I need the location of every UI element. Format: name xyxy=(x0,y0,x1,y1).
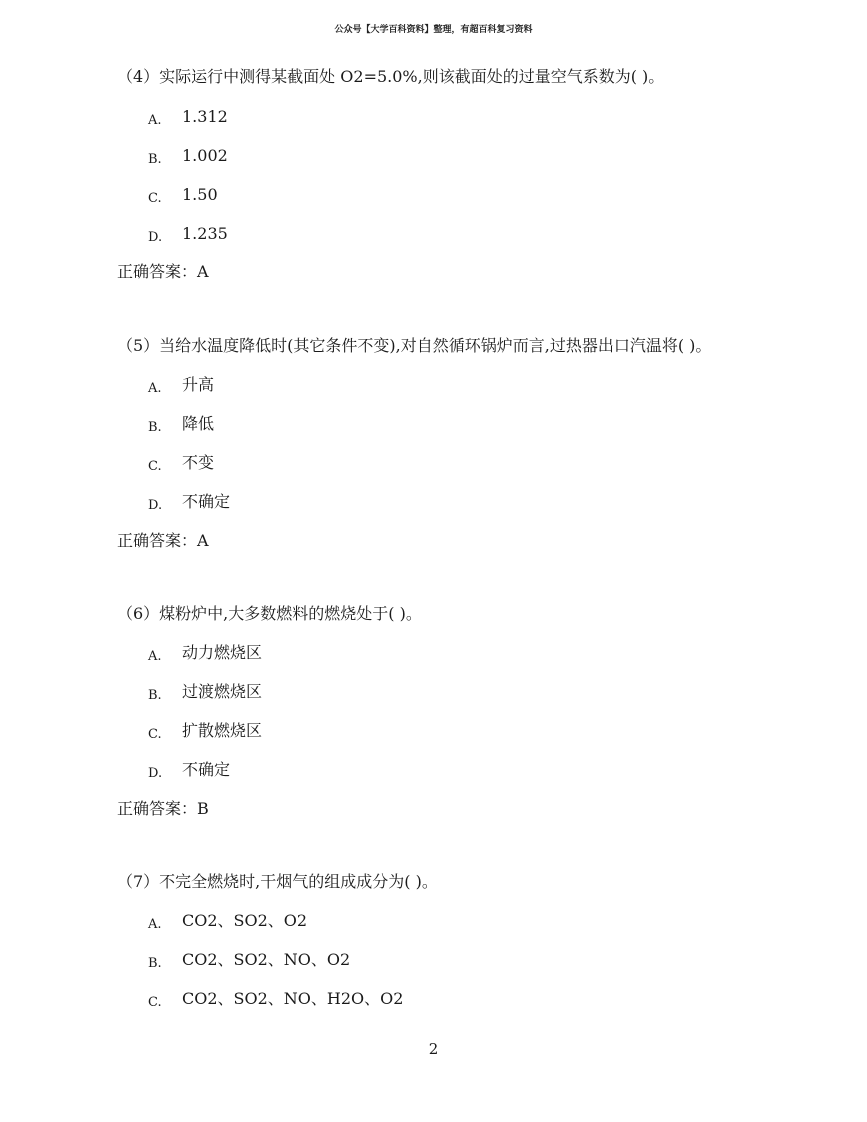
option-letter: C. xyxy=(148,995,162,1010)
option-letter: A. xyxy=(148,113,162,128)
question-4-stem: （4）实际运行中测得某截面处 O2=5.0%,则该截面处的过量空气系数为( )。 xyxy=(117,67,665,86)
question-5-option-b xyxy=(148,414,214,436)
question-4-option-b xyxy=(148,146,228,168)
option-text: 不确定 xyxy=(182,760,231,779)
option-text: 降低 xyxy=(182,414,215,433)
option-letter: B. xyxy=(148,420,162,435)
option-letter: B. xyxy=(148,688,162,703)
option-text: 升高 xyxy=(182,375,215,394)
option-letter: B. xyxy=(148,956,162,971)
question-4-option-c xyxy=(148,185,218,207)
question-6-option-c xyxy=(148,721,262,743)
option-text: 过渡燃烧区 xyxy=(182,682,263,701)
option-text: 不变 xyxy=(182,453,215,472)
question-4-option-a xyxy=(148,107,228,129)
page-number: 2 xyxy=(428,1040,439,1058)
question-6-answer: 正确答案：B xyxy=(117,799,209,818)
option-letter: A. xyxy=(148,381,162,396)
question-6-option-b xyxy=(148,682,262,704)
option-letter: A. xyxy=(148,917,162,932)
question-4-answer: 正确答案：A xyxy=(117,262,209,281)
option-letter: A. xyxy=(148,649,162,664)
question-5-answer: 正确答案：A xyxy=(117,531,209,550)
page-header: 公众号【大学百科资料】整理，有超百科复习资料 xyxy=(334,25,533,35)
option-letter: C. xyxy=(148,191,162,206)
option-text: 扩散燃烧区 xyxy=(182,721,263,740)
option-text: CO2、SO2、NO、O2 xyxy=(182,950,351,969)
question-7-option-b xyxy=(148,950,350,972)
question-5-stem: （5）当给水温度降低时(其它条件不变),对自然循环锅炉而言,过热器出口汽温将( )。 xyxy=(117,336,712,355)
question-5-option-c xyxy=(148,453,214,475)
option-text: 不确定 xyxy=(182,492,231,511)
question-6-option-a xyxy=(148,643,262,665)
option-text: 1.50 xyxy=(182,185,218,204)
question-6-option-d xyxy=(148,760,230,782)
question-7-option-a xyxy=(148,911,307,933)
option-text: 1.002 xyxy=(182,146,228,165)
question-5-option-d xyxy=(148,492,230,514)
question-7-option-c xyxy=(148,989,403,1011)
option-text: 1.235 xyxy=(182,224,228,243)
option-letter: D. xyxy=(148,230,163,245)
option-letter: D. xyxy=(148,498,163,513)
option-text: 动力燃烧区 xyxy=(182,643,263,662)
question-7-stem: （7）不完全燃烧时,干烟气的组成成分为( )。 xyxy=(117,872,438,891)
question-4-option-d xyxy=(148,224,228,246)
option-letter: C. xyxy=(148,727,162,742)
option-letter: D. xyxy=(148,766,163,781)
option-text: CO2、SO2、NO、H2O、O2 xyxy=(182,989,404,1008)
question-6-stem: （6）煤粉炉中,大多数燃料的燃烧处于( )。 xyxy=(117,604,422,623)
option-text: 1.312 xyxy=(182,107,228,126)
question-5-option-a xyxy=(148,375,214,397)
option-text: CO2、SO2、O2 xyxy=(182,911,308,930)
option-letter: C. xyxy=(148,459,162,474)
option-letter: B. xyxy=(148,152,162,167)
